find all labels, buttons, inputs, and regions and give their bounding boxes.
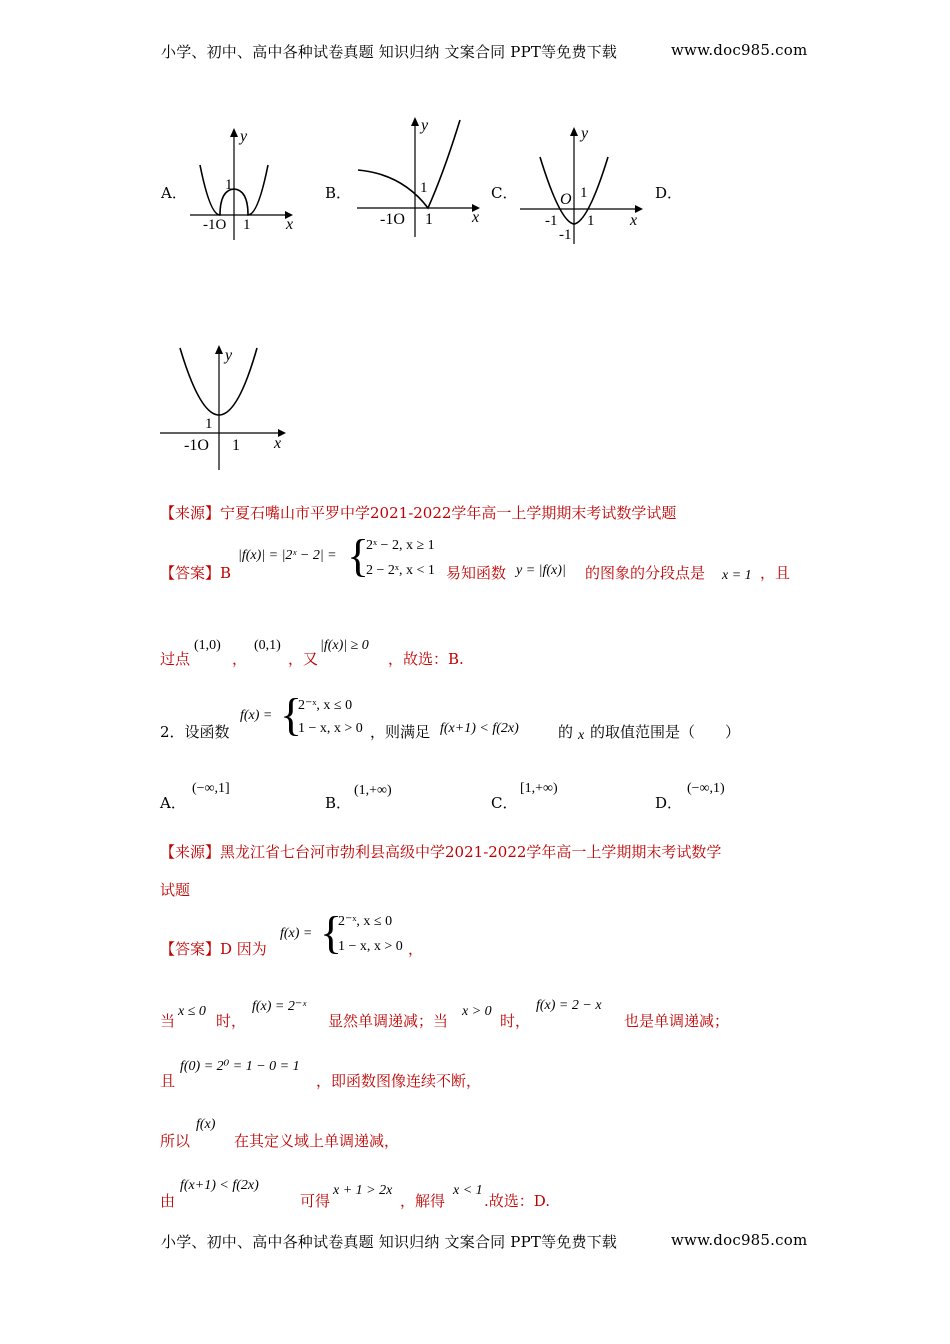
q2-l1-cond2: x > 0 <box>462 1004 492 1019</box>
graph-c-one-label: 1 <box>580 185 588 201</box>
footer-left-text: 小学、初中、高中各种试卷真题 知识归纳 文案合同 PPT等免费下载 <box>161 1233 618 1251</box>
q2-option-d-label: D． <box>655 794 683 812</box>
graph-c-y-arrow <box>570 127 578 136</box>
q2-l2-a: 且 <box>160 1072 176 1090</box>
graph-c-neg1-x-label: -1 <box>545 213 558 229</box>
q2-l3-a: 所以 <box>160 1132 191 1150</box>
q1-option-c-label: C． <box>491 184 518 202</box>
q1-text-e: ，又 <box>288 650 319 668</box>
graph-b-neg1O-label: -1O <box>380 211 405 228</box>
q2-ans-case-1: 2⁻ˣ, x ≤ 0 <box>338 914 393 929</box>
q2-l4-b: 可得 <box>300 1192 331 1210</box>
graph-a-one-label: 1 <box>225 177 233 193</box>
graph-c-y-label: y <box>581 125 589 142</box>
q1-ineq: |f(x)| ≥ 0 <box>320 638 369 653</box>
q2-option-c-label: C． <box>491 794 518 812</box>
q2-case-2: 1 − x, x > 0 <box>298 721 363 736</box>
q2-l1-b: 时， <box>216 1012 247 1030</box>
graph-c-O-label: O <box>560 191 572 208</box>
q1-eq-y: y = |f(x)| <box>516 563 566 578</box>
graph-b-tick-1: 1 <box>425 211 433 228</box>
graph-d-one-label: 1 <box>205 416 213 432</box>
q1-case-1: 2ˣ − 2, x ≥ 1 <box>366 538 435 553</box>
graph-d-neg1O-label: -1O <box>184 437 209 454</box>
q1-answer-label-text: 【答案】 <box>160 564 221 582</box>
graph-c-neg1-y-label: -1 <box>559 227 572 243</box>
graph-b-one-label: 1 <box>420 180 428 196</box>
q2-source <box>160 841 721 862</box>
q2-l1-cond1: x ≤ 0 <box>178 1004 206 1019</box>
graph-a-x-label: x <box>286 216 294 233</box>
q1-text-f: ，故选：B. <box>388 650 464 668</box>
q2-option-b: (1,+∞) <box>354 783 392 798</box>
q2-l4-a: 由 <box>160 1192 176 1210</box>
q2-brace: { <box>280 689 303 740</box>
q2-stem-d: 的取值范围是（ ） <box>590 723 741 741</box>
q2-option-d: (−∞,1) <box>687 781 725 796</box>
q2-stem-c: 的 <box>558 723 574 741</box>
q2-ans-case-2: 1 − x, x > 0 <box>338 939 403 954</box>
q2-l1-e: 也是单调递减； <box>624 1012 730 1030</box>
graph-d-y-arrow <box>215 345 223 354</box>
q2-ineq: f(x+1) < f(2x) <box>440 721 519 736</box>
q2-var: x <box>578 728 585 743</box>
q1-answer-label <box>160 562 231 583</box>
q1-point-2: (0,1) <box>254 638 281 653</box>
q2-ans-brace: { <box>320 907 343 958</box>
graph-c-tick-1: 1 <box>587 213 595 229</box>
graph-b <box>352 112 492 247</box>
q1-source-label: 【来源】 <box>160 504 221 522</box>
q2-option-c: [1,+∞) <box>520 781 558 796</box>
q1-brace: { <box>347 530 370 581</box>
q2-l1-f1: f(x) = 2⁻ˣ <box>252 999 307 1014</box>
graph-d-x-label: x <box>274 435 282 452</box>
graph-a-tick-1: 1 <box>243 217 251 233</box>
graph-c-x-label: x <box>630 212 638 229</box>
graph-a <box>190 125 310 250</box>
q1-text-a: 易知函数 <box>446 564 507 582</box>
graph-a-y-label: y <box>240 128 248 145</box>
q1-eq-x1: x = 1 <box>722 568 752 583</box>
q2-l1-c: 显然单调递减；当 <box>328 1012 449 1030</box>
q2-l2-eq: f(0) = 2⁰ = 1 − 0 = 1 <box>180 1059 300 1074</box>
graph-a-neg1O-label: -1O <box>203 217 227 233</box>
q2-source-label: 【来源】 <box>160 843 221 861</box>
q2-l1-d: 时， <box>500 1012 531 1030</box>
graph-c <box>520 122 650 250</box>
q1-text-b: 的图象的分段点是 <box>585 564 706 582</box>
q2-ans-fx: f(x) = <box>280 926 313 941</box>
q1-comma: ， <box>232 650 248 668</box>
graph-d-y-label: y <box>225 347 233 364</box>
q2-stem-a: 2．设函数 <box>160 723 230 741</box>
q2-l1-f2: f(x) = 2 − x <box>536 998 602 1013</box>
q1-text-d: 过点 <box>160 650 191 668</box>
graph-b-y-arrow <box>411 117 419 126</box>
graph-a-y-arrow <box>230 128 238 137</box>
graph-d <box>160 340 300 480</box>
q2-option-a: (−∞,1] <box>192 781 230 796</box>
q1-case-2: 2 − 2ˣ, x < 1 <box>366 563 435 578</box>
q2-l4-c: ，解得 <box>400 1192 446 1210</box>
graph-d-tick-1: 1 <box>232 437 240 454</box>
q1-eq-abs: |f(x)| = |2ˣ − 2| = <box>238 548 337 563</box>
header-url[interactable]: www.doc985.com <box>671 41 808 59</box>
q2-option-a-label: A． <box>160 794 186 812</box>
q2-source-line2: 试题 <box>160 881 191 899</box>
q2-l4-ineq: f(x+1) < f(2x) <box>180 1178 259 1193</box>
graph-b-curve <box>358 120 460 208</box>
q2-answer <box>160 938 267 959</box>
q1-option-d-label: D． <box>655 184 683 202</box>
graph-b-y-label: y <box>421 117 429 134</box>
q2-ans-comma: ， <box>408 940 424 958</box>
q2-answer-text: D 因为 <box>220 940 267 958</box>
q1-point-1: (1,0) <box>194 638 221 653</box>
q1-source <box>160 502 676 523</box>
q1-option-b-label: B． <box>325 184 352 202</box>
q2-answer-label: 【答案】 <box>160 940 221 958</box>
page-footer <box>161 1231 808 1252</box>
q1-text-c: ，且 <box>760 564 791 582</box>
q2-l3-f: f(x) <box>196 1117 216 1132</box>
page-header <box>161 41 808 62</box>
q1-option-a-label: A． <box>161 184 187 202</box>
q2-stem-b: ，则满足 <box>370 723 431 741</box>
q2-l1-a: 当 <box>160 1012 176 1030</box>
q2-case-1: 2⁻ˣ, x ≤ 0 <box>298 698 353 713</box>
q2-option-b-label: B． <box>325 794 352 812</box>
footer-url[interactable]: www.doc985.com <box>671 1231 808 1249</box>
q2-l4-d: .故选：D. <box>484 1192 551 1210</box>
q2-l2-b: ，即函数图像连续不断， <box>316 1072 482 1090</box>
q2-source-line1: 黑龙江省七台河市勃利县高级中学2021-2022学年高一上学期期末考试数学 <box>220 843 722 861</box>
graph-b-x-label: x <box>472 209 480 226</box>
q2-l3-b: 在其定义域上单调递减， <box>234 1132 400 1150</box>
q1-answer-letter: B <box>220 564 232 582</box>
header-left-text: 小学、初中、高中各种试卷真题 知识归纳 文案合同 PPT等免费下载 <box>161 43 618 61</box>
q2-fx: f(x) = <box>240 708 273 723</box>
q2-l4-res: x < 1 <box>453 1183 483 1198</box>
q1-source-text: 宁夏石嘴山市平罗中学2021-2022学年高一上学期期末考试数学试题 <box>220 504 677 522</box>
q2-l4-ineq2: x + 1 > 2x <box>333 1183 393 1198</box>
